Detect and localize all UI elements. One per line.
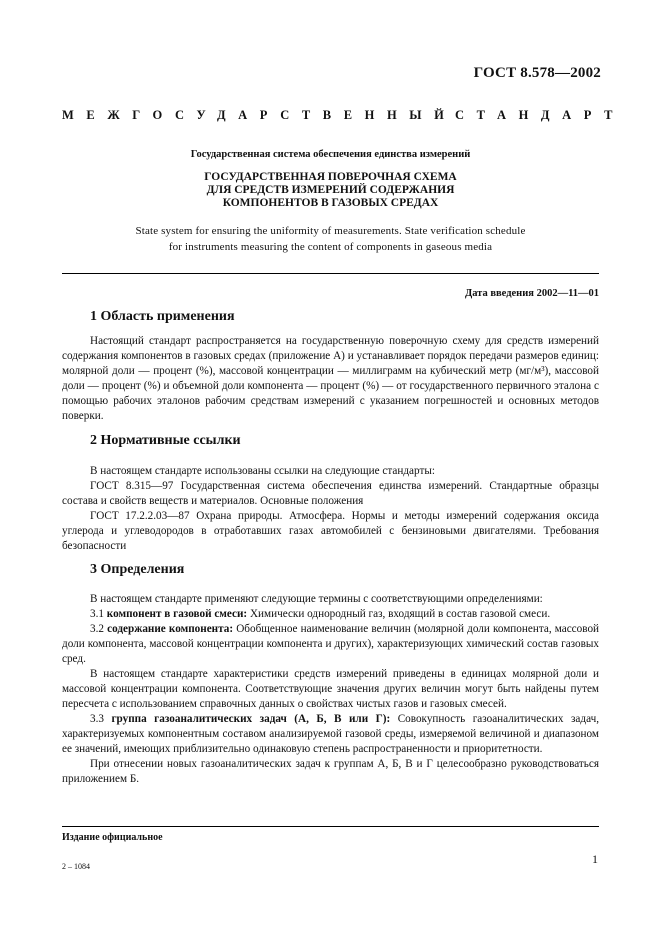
definition-number: 3.2 — [90, 623, 104, 635]
reference-gost-8-315: ГОСТ 8.315—97 Государственная система обеспечения единства измерений. Стандартные образцы состава и свойств веществ и материалов. Основные положения — [62, 480, 599, 507]
english-title-line: State system for ensuring the uniformity of measurements. State verification schedule — [135, 225, 526, 237]
definition-number: 3.3 — [90, 713, 104, 725]
header-divider — [62, 273, 599, 274]
banner-standard: СТАНДАРТ — [455, 108, 626, 122]
title-line: КОМПОНЕНТОВ В ГАЗОВЫХ СРЕДАХ — [222, 197, 439, 209]
definition-term: группа газоаналитических задач (А, Б, В или Г): — [111, 713, 391, 725]
section-2-intro: В настоящем стандарте использованы ссылки на следующие стандарты: — [90, 465, 435, 477]
definition-number: 3.1 — [90, 608, 104, 620]
title-line: ДЛЯ СРЕДСТВ ИЗМЕРЕНИЙ СОДЕРЖАНИЯ — [206, 184, 455, 196]
official-edition-label: Издание официальное — [62, 832, 163, 843]
section-3-heading: 3 Определения — [90, 562, 185, 577]
definition-term: компонент в газовой смеси: — [106, 608, 248, 620]
section-1-paragraph: Настоящий стандарт распространяется на государственную поверочную схему для средств измерений содержания компонентов в газовых средах (приложение А) и устанавливает порядок передачи размеров единиц: молярной доли — процент (%), массовой концентрации — миллиграмм на кубический метр (мг/м³), массовой доли — процент (%) и объемной доли компонента — процент (%) — от государственного первичного эталона с помощью рабочих эталонов рабочим средствам измерений с указанием погрешностей и основных методов поверки. — [62, 335, 599, 422]
section-1-body — [62, 334, 599, 424]
main-title — [62, 171, 599, 210]
definition-text: Совокупность газоаналитических задач, характеризуемых компонентным составом анализируемой газовой среды, измеряемой величиной и диапазоном ее значений, имеющих приблизительно одинаковую степень распространенности и приоритетности. — [62, 713, 600, 755]
section-2-heading: 2 Нормативные ссылки — [90, 433, 241, 448]
english-title — [62, 223, 599, 255]
print-code: 2 – 1084 — [62, 862, 90, 871]
reference-gost-17-2-2-03: ГОСТ 17.2.2.03—87 Охрана природы. Атмосфера. Нормы и методы измерений содержания оксида углерода и углеводородов в отработавших газах автомобилей с бензиновыми двигателями. Требования безопасности — [62, 510, 599, 552]
definition-text: Химически однородный газ, входящий в состав газовой смеси. — [249, 608, 551, 620]
introduction-date: Дата введения 2002—11—01 — [464, 288, 599, 299]
section-2-body — [62, 464, 599, 554]
definition-text: Обобщенное наименование величин (молярной доли компонента, массовой доли компонента, массовой концентрации компонента и других), характеризующих химический состав газовых сред. — [62, 623, 600, 665]
footer-divider — [62, 826, 599, 827]
definition-3-2 — [62, 622, 599, 667]
section-3-intro: В настоящем стандарте применяют следующие термины с соответствующими определениями: — [90, 593, 543, 605]
page-number: 1 — [592, 852, 598, 866]
groups-paragraph: При отнесении новых газоаналитических задач к группам А, Б, В и Г целесообразно руководствоваться приложением Б. — [62, 758, 599, 785]
title-line: ГОСУДАРСТВЕННАЯ ПОВЕРОЧНАЯ СХЕМА — [204, 171, 457, 183]
standard-number: ГОСТ 8.578—2002 — [473, 65, 601, 81]
units-paragraph: В настоящем стандарте характеристики средств измерений приведены в единицах молярной доли и массовой концентрации компонента. Соответствующие значения других величин могут быть найдены путем пересчета с использованием справочных данных о свойствах чистых газов и газовых смесей. — [62, 668, 599, 710]
definition-3-1 — [62, 607, 599, 622]
definition-3-3 — [62, 712, 599, 757]
section-1-heading: 1 Область применения — [90, 309, 235, 324]
english-title-line: for instruments measuring the content of components in gaseous media — [168, 241, 493, 253]
banner-interstate: МЕЖГОСУДАРСТВЕННЫЙ — [62, 108, 457, 122]
system-name: Государственная система обеспечения единства измерений — [190, 149, 471, 160]
section-3-body — [62, 592, 599, 787]
definition-term: содержание компонента: — [107, 623, 234, 635]
